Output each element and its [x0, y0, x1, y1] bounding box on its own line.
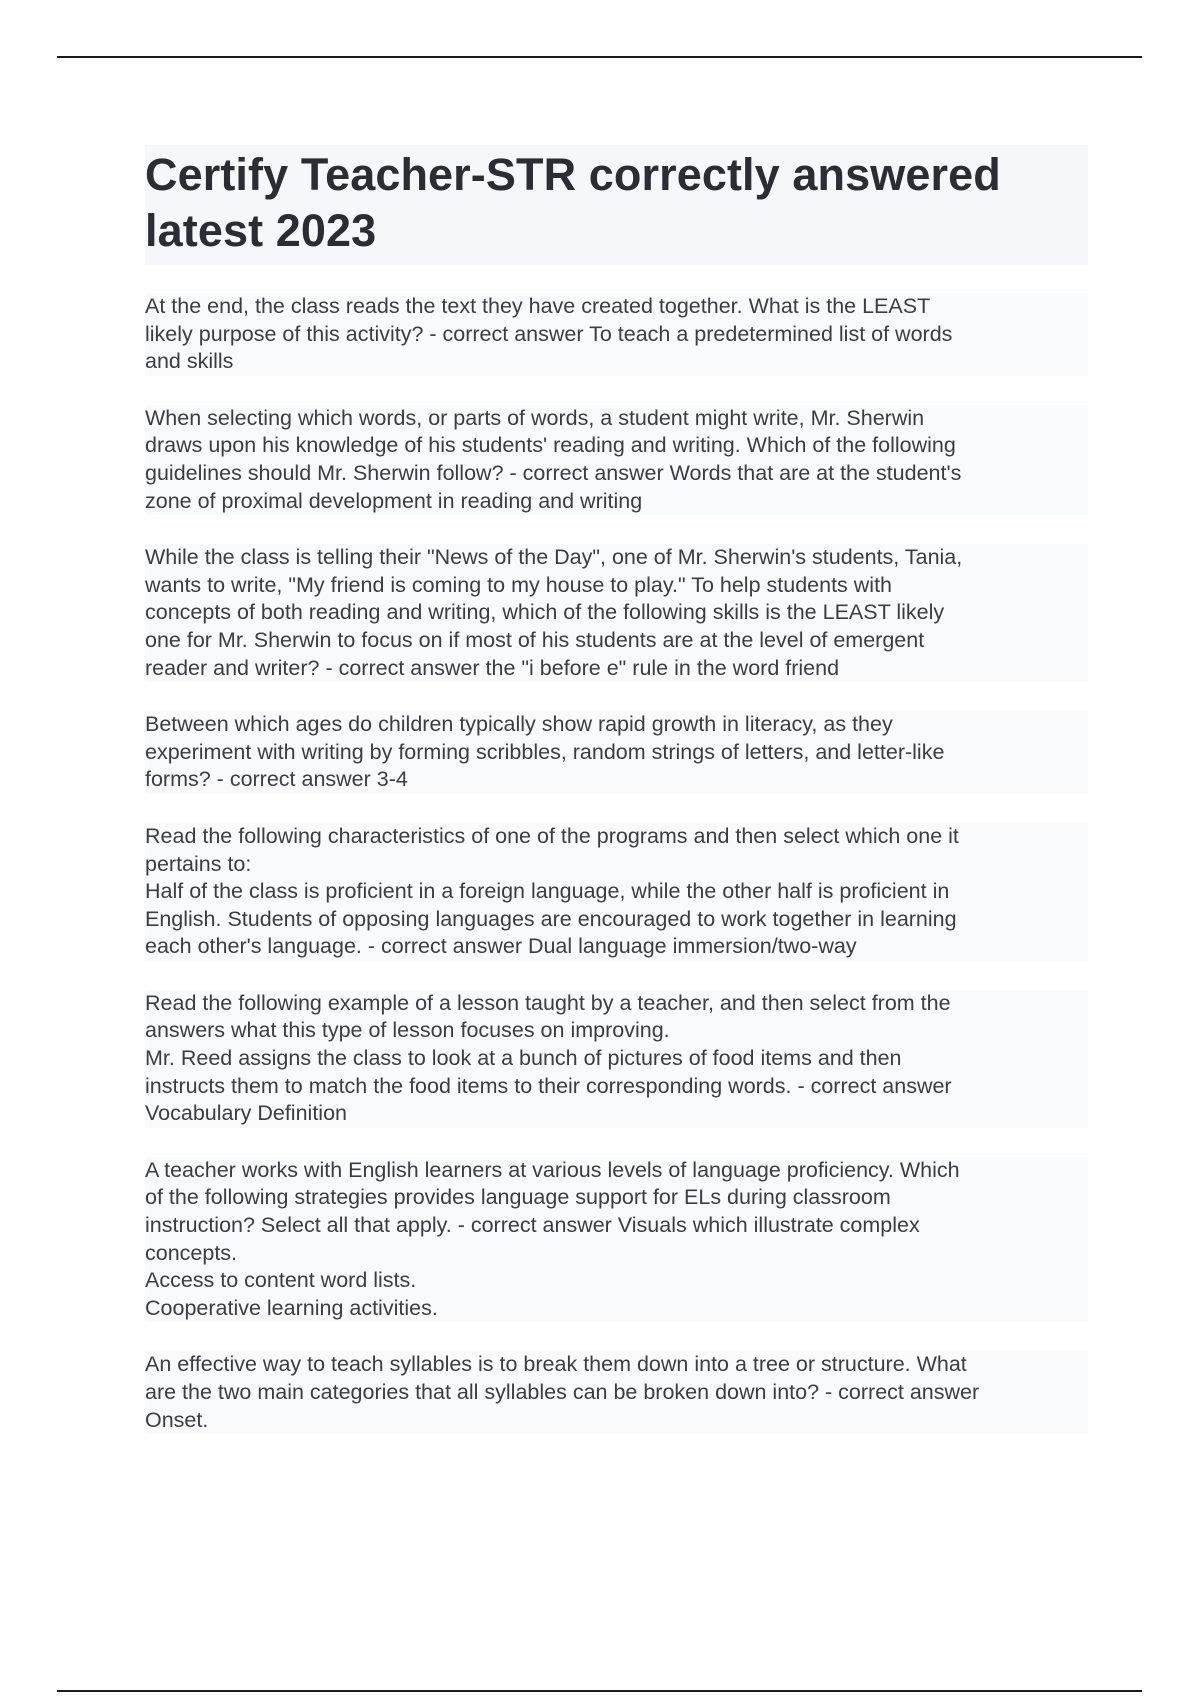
text-line: instructs them to match the food items to their corresponding words. - correct answer	[145, 1073, 952, 1098]
qa-item-1	[145, 293, 1088, 376]
text-line: An effective way to teach syllables is to break them down into a tree or structure. What	[145, 1352, 967, 1377]
text-line: of the following strategies provides language support for ELs during classroom	[145, 1185, 891, 1210]
text-line: English. Students of opposing languages are encouraged to work together in learning	[145, 906, 957, 931]
text-line: Read the following example of a lesson taught by a teacher, and then select from the	[145, 990, 951, 1015]
text-line: Onset.	[145, 1407, 209, 1432]
text-line: Read the following characteristics of one of the programs and then select which one it	[145, 823, 959, 848]
text-line: Vocabulary Definition	[145, 1101, 347, 1126]
text-line: concepts.	[145, 1240, 238, 1265]
text-line: concepts of both reading and writing, which of the following skills is the LEAST likely	[145, 600, 945, 625]
text-line: zone of proximal development in reading and writing	[145, 488, 643, 513]
qa-item-5	[145, 823, 1088, 961]
text-line: At the end, the class reads the text they have created together. What is the LEAST	[145, 294, 931, 318]
text-line: forms? - correct answer 3-4	[145, 767, 408, 792]
text-line: A teacher works with English learners at various levels of language proficiency. Which	[145, 1157, 960, 1182]
text-line: likely purpose of this activity? - correct answer To teach a predetermined list of words	[145, 321, 953, 346]
text-line: Access to content word lists.	[145, 1268, 417, 1293]
qa-item-6	[145, 990, 1088, 1128]
text-line: While the class is telling their "News of the Day", one of Mr. Sherwin's students, Tania,	[145, 545, 963, 570]
text-line: instruction? Select all that apply. - correct answer Visuals which illustrate complex	[145, 1213, 920, 1238]
qa-item-2	[145, 405, 1088, 515]
text-line: Mr. Reed assigns the class to look at a bunch of pictures of food items and then	[145, 1046, 902, 1071]
text-line: Half of the class is proficient in a foreign language, while the other half is proficient in	[145, 879, 950, 904]
qa-item-3	[145, 544, 1088, 682]
qa-item-8	[145, 1351, 1088, 1434]
text-line: pertains to:	[145, 851, 252, 876]
text-line: Between which ages do children typically show rapid growth in literacy, as they	[145, 712, 893, 737]
text-line: reader and writer? - correct answer the "i before e" rule in the word friend	[145, 655, 840, 680]
text-line: one for Mr. Sherwin to focus on if most of his students are at the level of emergent	[145, 627, 925, 652]
text-line: guidelines should Mr. Sherwin follow? - correct answer Words that are at the student's	[145, 460, 962, 485]
qa-item-4	[145, 711, 1088, 794]
text-line: and skills	[145, 349, 234, 374]
text-line: answers what this type of lesson focuses on improving.	[145, 1018, 670, 1043]
text-line: experiment with writing by forming scribbles, random strings of letters, and letter-like	[145, 739, 945, 764]
text-line: When selecting which words, or parts of words, a student might write, Mr. Sherwin	[145, 405, 925, 430]
text-line: each other's language. - correct answer Dual language immersion/two-way	[145, 934, 857, 959]
qa-item-7	[145, 1157, 1088, 1323]
title-line: Certify Teacher-STR correctly answered	[145, 149, 1001, 200]
document-title	[145, 147, 1088, 259]
text-line: wants to write, "My friend is coming to my house to play." To help students with	[145, 572, 892, 597]
document-body	[145, 145, 1088, 1463]
text-line: draws upon his knowledge of his students' reading and writing. Which of the following	[145, 433, 956, 458]
bottom-rule	[57, 1690, 1142, 1692]
text-line: are the two main categories that all syllables can be broken down into? - correct answer	[145, 1380, 980, 1404]
title-block	[145, 145, 1088, 265]
text-line: Cooperative learning activities.	[145, 1295, 438, 1320]
top-rule	[57, 56, 1142, 58]
title-line: latest 2023	[145, 205, 377, 256]
